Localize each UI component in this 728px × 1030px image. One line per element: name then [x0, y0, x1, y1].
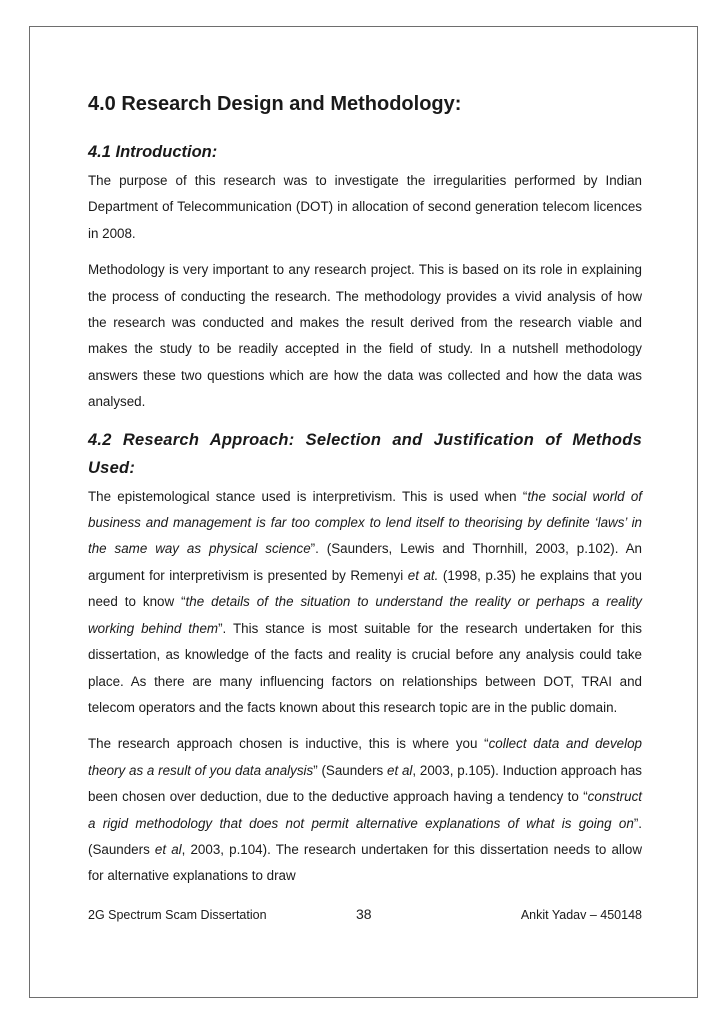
- intro-paragraph-1: The purpose of this research was to investigate the irregularities performed by Indian Department of Telecommunication (DOT) in allocation of second generation telecom licences in 2008.: [88, 173, 642, 241]
- page-footer: [88, 906, 642, 926]
- approach-paragraph-1: The epistemological stance used is interpretivism. This is used when “the social world of business and management is far too complex to lend itself to theorising by definite ‘laws’ in the same way as physical science”. (Saunders, Lewis and Thornhill, 2003, p.102). An argument for interpretivism is presented by Remenyi et at. (1998, p.35) he explains that you need to know “the details of the situation to understand the reality or perhaps a reality working behind them”. This stance is most suitable for the research undertaken for this dissertation, as knowledge of the facts and reality is crucial before any analysis could take place. As there are many influencing factors on relationships between DOT, TRAI and telecom operators and the facts known about this research topic are in the public domain.: [88, 488, 642, 715]
- et-al: et al: [154, 841, 182, 857]
- chapter-heading: 4.0 Research Design and Methodology:: [88, 93, 462, 115]
- section-4-1-heading: 4.1 Introduction:: [88, 143, 218, 161]
- page-number: 38: [356, 906, 372, 922]
- section-4-2-heading: 4.2 Research Approach: Selection and Justification of Methods Used:: [88, 430, 642, 477]
- quote: the social world of business and management is far too complex to lend itself to theorising by definite ‘laws’ in the same way as physical science: [88, 488, 642, 557]
- et-al: et al: [387, 762, 413, 778]
- et-al: et at.: [407, 567, 439, 583]
- footer-title: 2G Spectrum Scam Dissertation: [88, 908, 267, 922]
- approach-paragraph-2: The research approach chosen is inductive, this is where you “collect data and develop theory as a result of you data analysis” (Saunders et al, 2003, p.105). Induction approach has been chosen over deduction, due to the deductive approach having a tendency to “construct a rigid methodology that does not permit alternative explanations of what is going on”. (Saunders et al, 2003, p.104). The research undertaken for this dissertation needs to allow for alternative explanations to draw: [88, 736, 643, 884]
- quote: the details of the situation to understand the reality or perhaps a reality working behind them: [88, 594, 642, 636]
- quote: collect data and develop theory as a result of you data analysis: [88, 736, 642, 778]
- intro-paragraph-2: Methodology is very important to any research project. This is based on its role in explaining the process of conducting the research. The methodology provides a vivid analysis of how the research was conducted and makes the result derived from the research viable and makes the study to be readily accepted in the field of study. In a nutshell methodology answers these two questions which are how the data was collected and how the data was analysed.: [88, 262, 642, 410]
- footer-author: Ankit Yadav – 450148: [520, 908, 642, 922]
- page-content: [88, 90, 642, 900]
- quote: construct a rigid methodology that does not permit alternative explanations of what is going on: [88, 789, 642, 831]
